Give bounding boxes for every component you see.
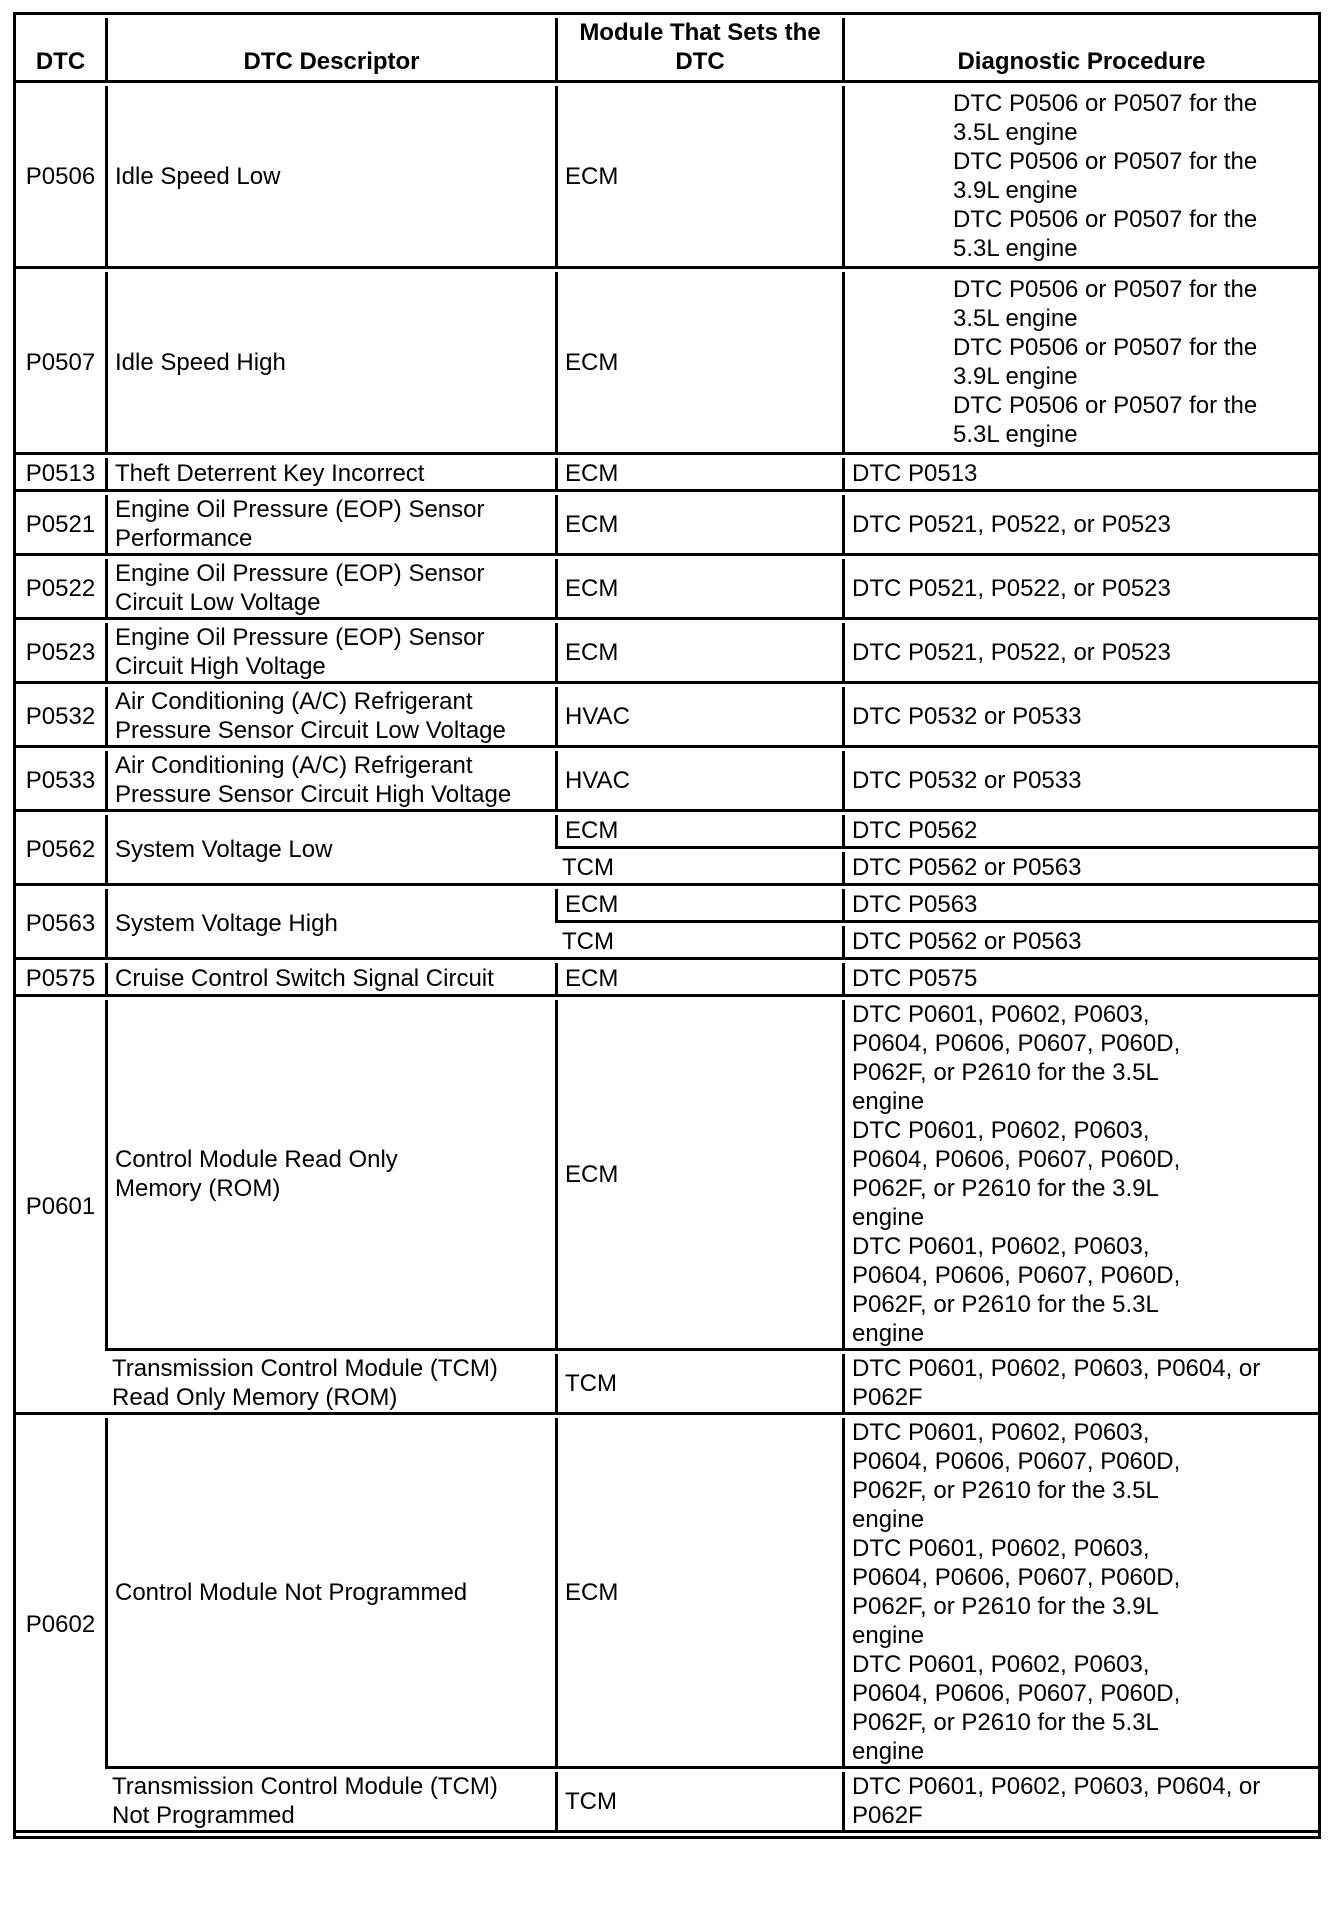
header-row [16, 18, 1318, 83]
dtc-cell: P0533 [16, 751, 105, 812]
module-cell: HVAC [555, 751, 842, 812]
procedure-cell-line: engine [852, 1738, 925, 1765]
procedure-cell [842, 86, 1318, 269]
descriptor-cell [105, 495, 555, 556]
descriptor-cell-line: Circuit High Voltage [115, 653, 326, 680]
module-cell: ECM [555, 889, 842, 923]
dtc-cell: P0575 [16, 963, 105, 997]
descriptor-cell-line: Control Module Read Only [115, 1146, 398, 1173]
table-row [16, 458, 1318, 492]
module-cell: ECM [555, 272, 842, 455]
descriptor-cell-line: Pressure Sensor Circuit Low Voltage [115, 717, 506, 744]
procedure-cell-line: 3.9L engine [953, 177, 1078, 204]
dtc-cell: P0521 [16, 495, 105, 556]
module-cell: TCM [555, 852, 842, 886]
procedure-cell: DTC P0562 [842, 815, 1318, 849]
module-cell: HVAC [555, 687, 842, 748]
procedure-cell-line: DTC P0506 or P0507 for the [953, 148, 1258, 175]
dtc-cell: P0522 [16, 559, 105, 620]
descriptor-cell [105, 687, 555, 748]
procedure-cell-line: DTC P0506 or P0507 for the [953, 90, 1258, 117]
procedure-cell [842, 272, 1318, 455]
descriptor-cell: Idle Speed Low [105, 86, 555, 269]
descriptor-cell: Cruise Control Switch Signal Circuit [105, 963, 555, 997]
descriptor-cell: System Voltage High [105, 889, 555, 960]
procedure-cell-line: P0604, P0606, P0607, P060D, [852, 1680, 1181, 1707]
procedure-cell [842, 1000, 1318, 1351]
procedure-cell: DTC P0562 or P0563 [842, 852, 1318, 886]
procedure-cell: DTC P0532 or P0533 [842, 751, 1318, 812]
dtc-table [13, 12, 1321, 1839]
descriptor-cell: Idle Speed High [105, 272, 555, 455]
module-cell: ECM [555, 1000, 842, 1351]
table-row [16, 889, 1318, 923]
procedure-cell: DTC P0563 [842, 889, 1318, 923]
header-dtc: DTC [16, 18, 105, 83]
descriptor-cell-line: Engine Oil Pressure (EOP) Sensor [115, 624, 485, 651]
table-body [16, 86, 1318, 1833]
procedure-cell-line: 3.9L engine [953, 363, 1078, 390]
descriptor-cell [105, 1354, 555, 1415]
procedure-cell-line: DTC P0601, P0602, P0603, [852, 1419, 1150, 1446]
procedure-cell-line: DTC P0506 or P0507 for the [953, 334, 1258, 361]
procedure-cell [842, 1354, 1318, 1415]
dtc-cell: P0562 [16, 815, 105, 886]
dtc-cell: P0523 [16, 623, 105, 684]
procedure-cell-line: DTC P0601, P0602, P0603, [852, 1001, 1150, 1028]
procedure-cell: DTC P0521, P0522, or P0523 [842, 623, 1318, 684]
table-row [16, 963, 1318, 997]
module-cell: ECM [555, 1418, 842, 1769]
dtc-cell: P0507 [16, 272, 105, 455]
procedure-cell-line: P062F, or P2610 for the 3.9L [852, 1593, 1159, 1620]
procedure-cell-line: DTC P0506 or P0507 for the [953, 392, 1258, 419]
procedure-cell-line: DTC P0601, P0602, P0603, P0604, or [852, 1773, 1261, 1800]
table-row [16, 1354, 1318, 1415]
descriptor-cell-line: Performance [115, 525, 253, 552]
descriptor-cell-line: Read Only Memory (ROM) [112, 1384, 398, 1411]
descriptor-cell-line: Transmission Control Module (TCM) [112, 1355, 498, 1382]
module-cell: TCM [555, 1772, 842, 1833]
table-row [16, 1772, 1318, 1833]
procedure-cell-line: P0604, P0606, P0607, P060D, [852, 1262, 1181, 1289]
procedure-cell-line: DTC P0601, P0602, P0603, [852, 1117, 1150, 1144]
dtc-cell: P0513 [16, 458, 105, 492]
module-cell: ECM [555, 495, 842, 556]
table-row [16, 86, 1318, 269]
descriptor-cell-line: Air Conditioning (A/C) Refrigerant [115, 752, 473, 779]
module-cell: ECM [555, 458, 842, 492]
module-cell: TCM [555, 926, 842, 960]
procedure-cell-line: 3.5L engine [953, 119, 1078, 146]
procedure-cell-line: DTC P0506 or P0507 for the [953, 276, 1258, 303]
procedure-cell-line: P062F, or P2610 for the 3.5L [852, 1477, 1159, 1504]
module-cell: ECM [555, 815, 842, 849]
procedure-cell [842, 1418, 1318, 1769]
descriptor-cell: Theft Deterrent Key Incorrect [105, 458, 555, 492]
table-row [16, 272, 1318, 455]
procedure-cell-line: P062F, or P2610 for the 3.9L [852, 1175, 1159, 1202]
dtc-cell: P0506 [16, 86, 105, 269]
table-row [16, 559, 1318, 620]
descriptor-cell-line: Not Programmed [112, 1802, 295, 1829]
procedure-cell: DTC P0532 or P0533 [842, 687, 1318, 748]
procedure-cell-line: 3.5L engine [953, 305, 1078, 332]
descriptor-cell-line: Transmission Control Module (TCM) [112, 1773, 498, 1800]
descriptor-cell-line: Air Conditioning (A/C) Refrigerant [115, 688, 473, 715]
table-row [16, 1000, 1318, 1351]
procedure-cell-line: P0604, P0606, P0607, P060D, [852, 1146, 1181, 1173]
dtc-cell: P0601 [16, 1000, 105, 1415]
descriptor-cell-line: Engine Oil Pressure (EOP) Sensor [115, 560, 485, 587]
descriptor-cell [105, 559, 555, 620]
table-row [16, 495, 1318, 556]
table-row [16, 1418, 1318, 1769]
dtc-cell: P0602 [16, 1418, 105, 1833]
procedure-cell-line: DTC P0601, P0602, P0603, P0604, or [852, 1355, 1261, 1382]
descriptor-cell-line: Memory (ROM) [115, 1175, 281, 1202]
procedure-cell-line: engine [852, 1320, 925, 1347]
procedure-cell-line: DTC P0601, P0602, P0603, [852, 1535, 1150, 1562]
procedure-cell-line: engine [852, 1506, 925, 1533]
procedure-cell-line: DTC P0601, P0602, P0603, [852, 1233, 1150, 1260]
descriptor-cell [105, 623, 555, 684]
procedure-cell: DTC P0513 [842, 458, 1318, 492]
descriptor-cell-line: Engine Oil Pressure (EOP) Sensor [115, 496, 485, 523]
procedure-cell-line: P0604, P0606, P0607, P060D, [852, 1448, 1181, 1475]
procedure-cell-line: DTC P0506 or P0507 for the [953, 206, 1258, 233]
module-cell: TCM [555, 1354, 842, 1415]
table-row [16, 623, 1318, 684]
header-module: Module That Sets the DTC [555, 18, 842, 83]
procedure-cell-line: engine [852, 1204, 925, 1231]
table-row [16, 815, 1318, 849]
procedure-cell-line: DTC P0601, P0602, P0603, [852, 1651, 1150, 1678]
procedure-cell-line: engine [852, 1622, 925, 1649]
header-descriptor: DTC Descriptor [105, 18, 555, 83]
procedure-cell-line: P062F, or P2610 for the 5.3L [852, 1709, 1159, 1736]
dtc-cell: P0532 [16, 687, 105, 748]
procedure-cell-line: 5.3L engine [953, 421, 1078, 448]
descriptor-cell-line: Circuit Low Voltage [115, 589, 321, 616]
procedure-cell-line: P0604, P0606, P0607, P060D, [852, 1564, 1181, 1591]
procedure-cell [842, 1772, 1318, 1833]
header-procedure: Diagnostic Procedure [842, 18, 1318, 83]
procedure-cell-line: P062F, or P2610 for the 3.5L [852, 1059, 1159, 1086]
module-cell: ECM [555, 963, 842, 997]
descriptor-cell-line: Pressure Sensor Circuit High Voltage [115, 781, 512, 808]
table-row [16, 751, 1318, 812]
module-cell: ECM [555, 86, 842, 269]
procedure-cell-line: 5.3L engine [953, 235, 1078, 262]
descriptor-cell [105, 1772, 555, 1833]
descriptor-cell [105, 1000, 555, 1351]
procedure-cell-line: P062F [852, 1384, 923, 1411]
module-cell: ECM [555, 623, 842, 684]
procedure-cell-line: P0604, P0606, P0607, P060D, [852, 1030, 1181, 1057]
dtc-cell: P0563 [16, 889, 105, 960]
procedure-cell-line: P062F [852, 1802, 923, 1829]
descriptor-cell: System Voltage Low [105, 815, 555, 886]
procedure-cell-line: P062F, or P2610 for the 5.3L [852, 1291, 1159, 1318]
procedure-cell: DTC P0521, P0522, or P0523 [842, 495, 1318, 556]
procedure-cell: DTC P0575 [842, 963, 1318, 997]
procedure-cell: DTC P0521, P0522, or P0523 [842, 559, 1318, 620]
descriptor-cell: Control Module Not Programmed [105, 1418, 555, 1769]
table-row [16, 687, 1318, 748]
procedure-cell-line: engine [852, 1088, 925, 1115]
descriptor-cell [105, 751, 555, 812]
procedure-cell: DTC P0562 or P0563 [842, 926, 1318, 960]
module-cell: ECM [555, 559, 842, 620]
